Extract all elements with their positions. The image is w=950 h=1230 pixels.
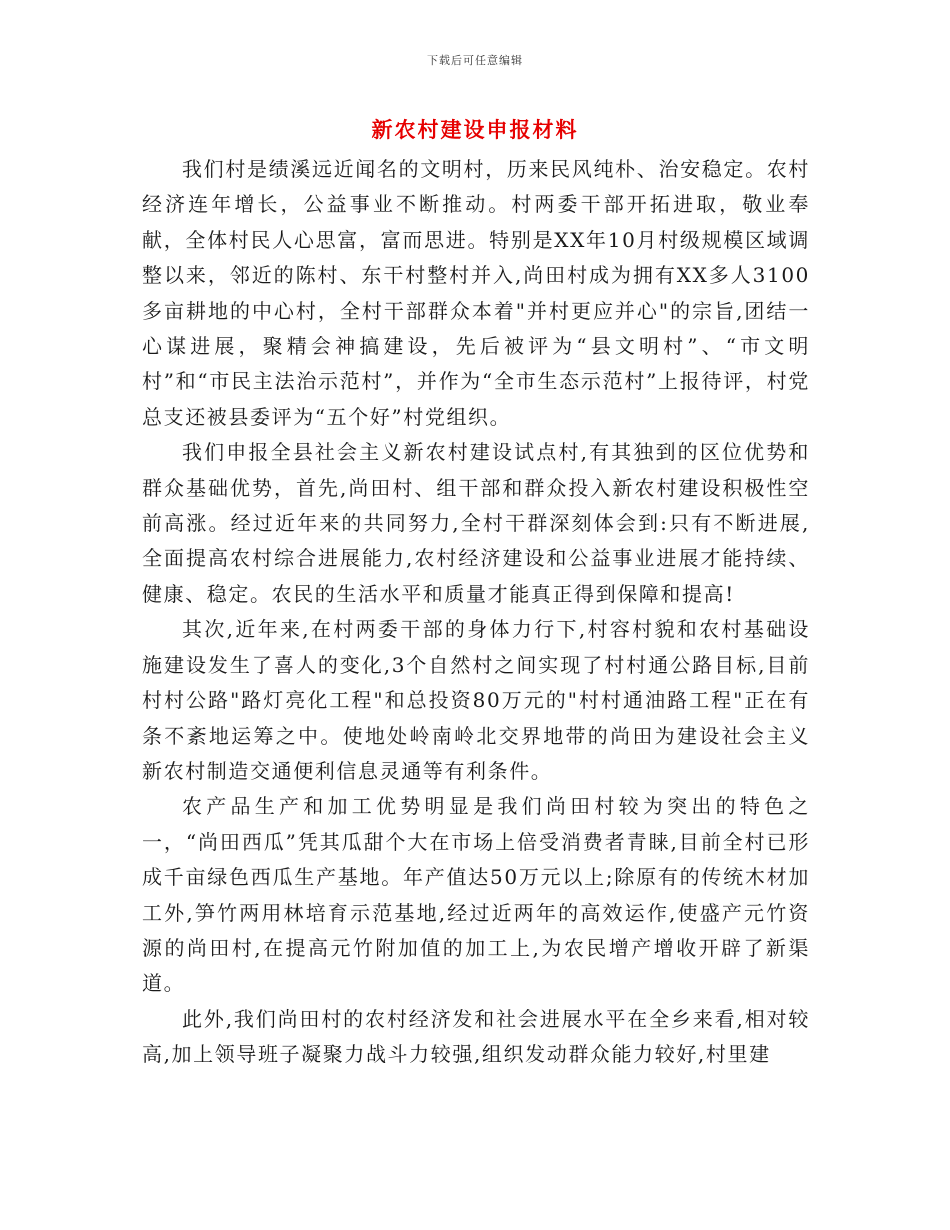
paragraph: 此外,我们尚田村的农村经济发和社会进展水平在全乡来看,相对较高,加上领导班子凝聚力战斗力较强,组织发动群众能力较好,村里建: [142, 1006, 810, 1067]
paragraph: 我们村是绩溪远近闻名的文明村，历来民风纯朴、治安稳定。农村经济连年增长，公益事业不断推动。村两委干部开拓进取，敬业奉献，全体村民人心思富，富而思进。特别是XX年10月村级规模区域调整以来，邻近的陈村、东干村整村并入,尚田村成为拥有XX多人3100多亩耕地的中心村，全村干部群众本着"并村更应并心"的宗旨,团结一心谋进展，聚精会神搞建设，先后被评为“县文明村”、“市文明村”和“市民主法治示范村”，并作为“全市生态示范村”上报待评，村党总支还被县委评为“五个好”村党组织。: [142, 157, 810, 429]
paragraph: 农产品生产和加工优势明显是我们尚田村较为突出的特色之一，“尚田西瓜”凭其瓜甜个大在市场上倍受消费者青睐,目前全村已形成千亩绿色西瓜生产基地。年产值达50万元以上;除原有的传统木材加工外,笋竹两用林培育示范基地,经过近两年的高效运作,使盛产元竹资源的尚田村,在提高元竹附加值的加工上,为农民增产增收开辟了新渠道。: [142, 794, 810, 996]
document-body: [142, 152, 810, 1073]
download-note: 下载后可任意编辑: [427, 54, 523, 67]
paragraph: 其次,近年来,在村两委干部的身体力行下,村容村貌和农村基础设施建设发生了喜人的变化,3个自然村之间实现了村村通公路目标,目前村村公路"路灯亮化工程"和总投资80万元的"村村通油路工程"正在有条不紊地运筹之中。使地处岭南岭北交界地带的尚田为建设社会主义新农村制造交通便利信息灵通等有利条件。: [142, 617, 810, 783]
paragraph: 我们申报全县社会主义新农村建设试点村,有其独到的区位优势和群众基础优势，首先,尚田村、组干部和群众投入新农村建设积极性空前高涨。经过近年来的共同努力,全村干群深刻体会到:只有不断进展,全面提高农村综合进展能力,农村经济建设和公益事业进展才能持续、健康、稳定。农民的生活水平和质量才能真正得到保障和提高!: [142, 440, 810, 606]
document-title: 新农村建设申报材料: [371, 117, 579, 142]
